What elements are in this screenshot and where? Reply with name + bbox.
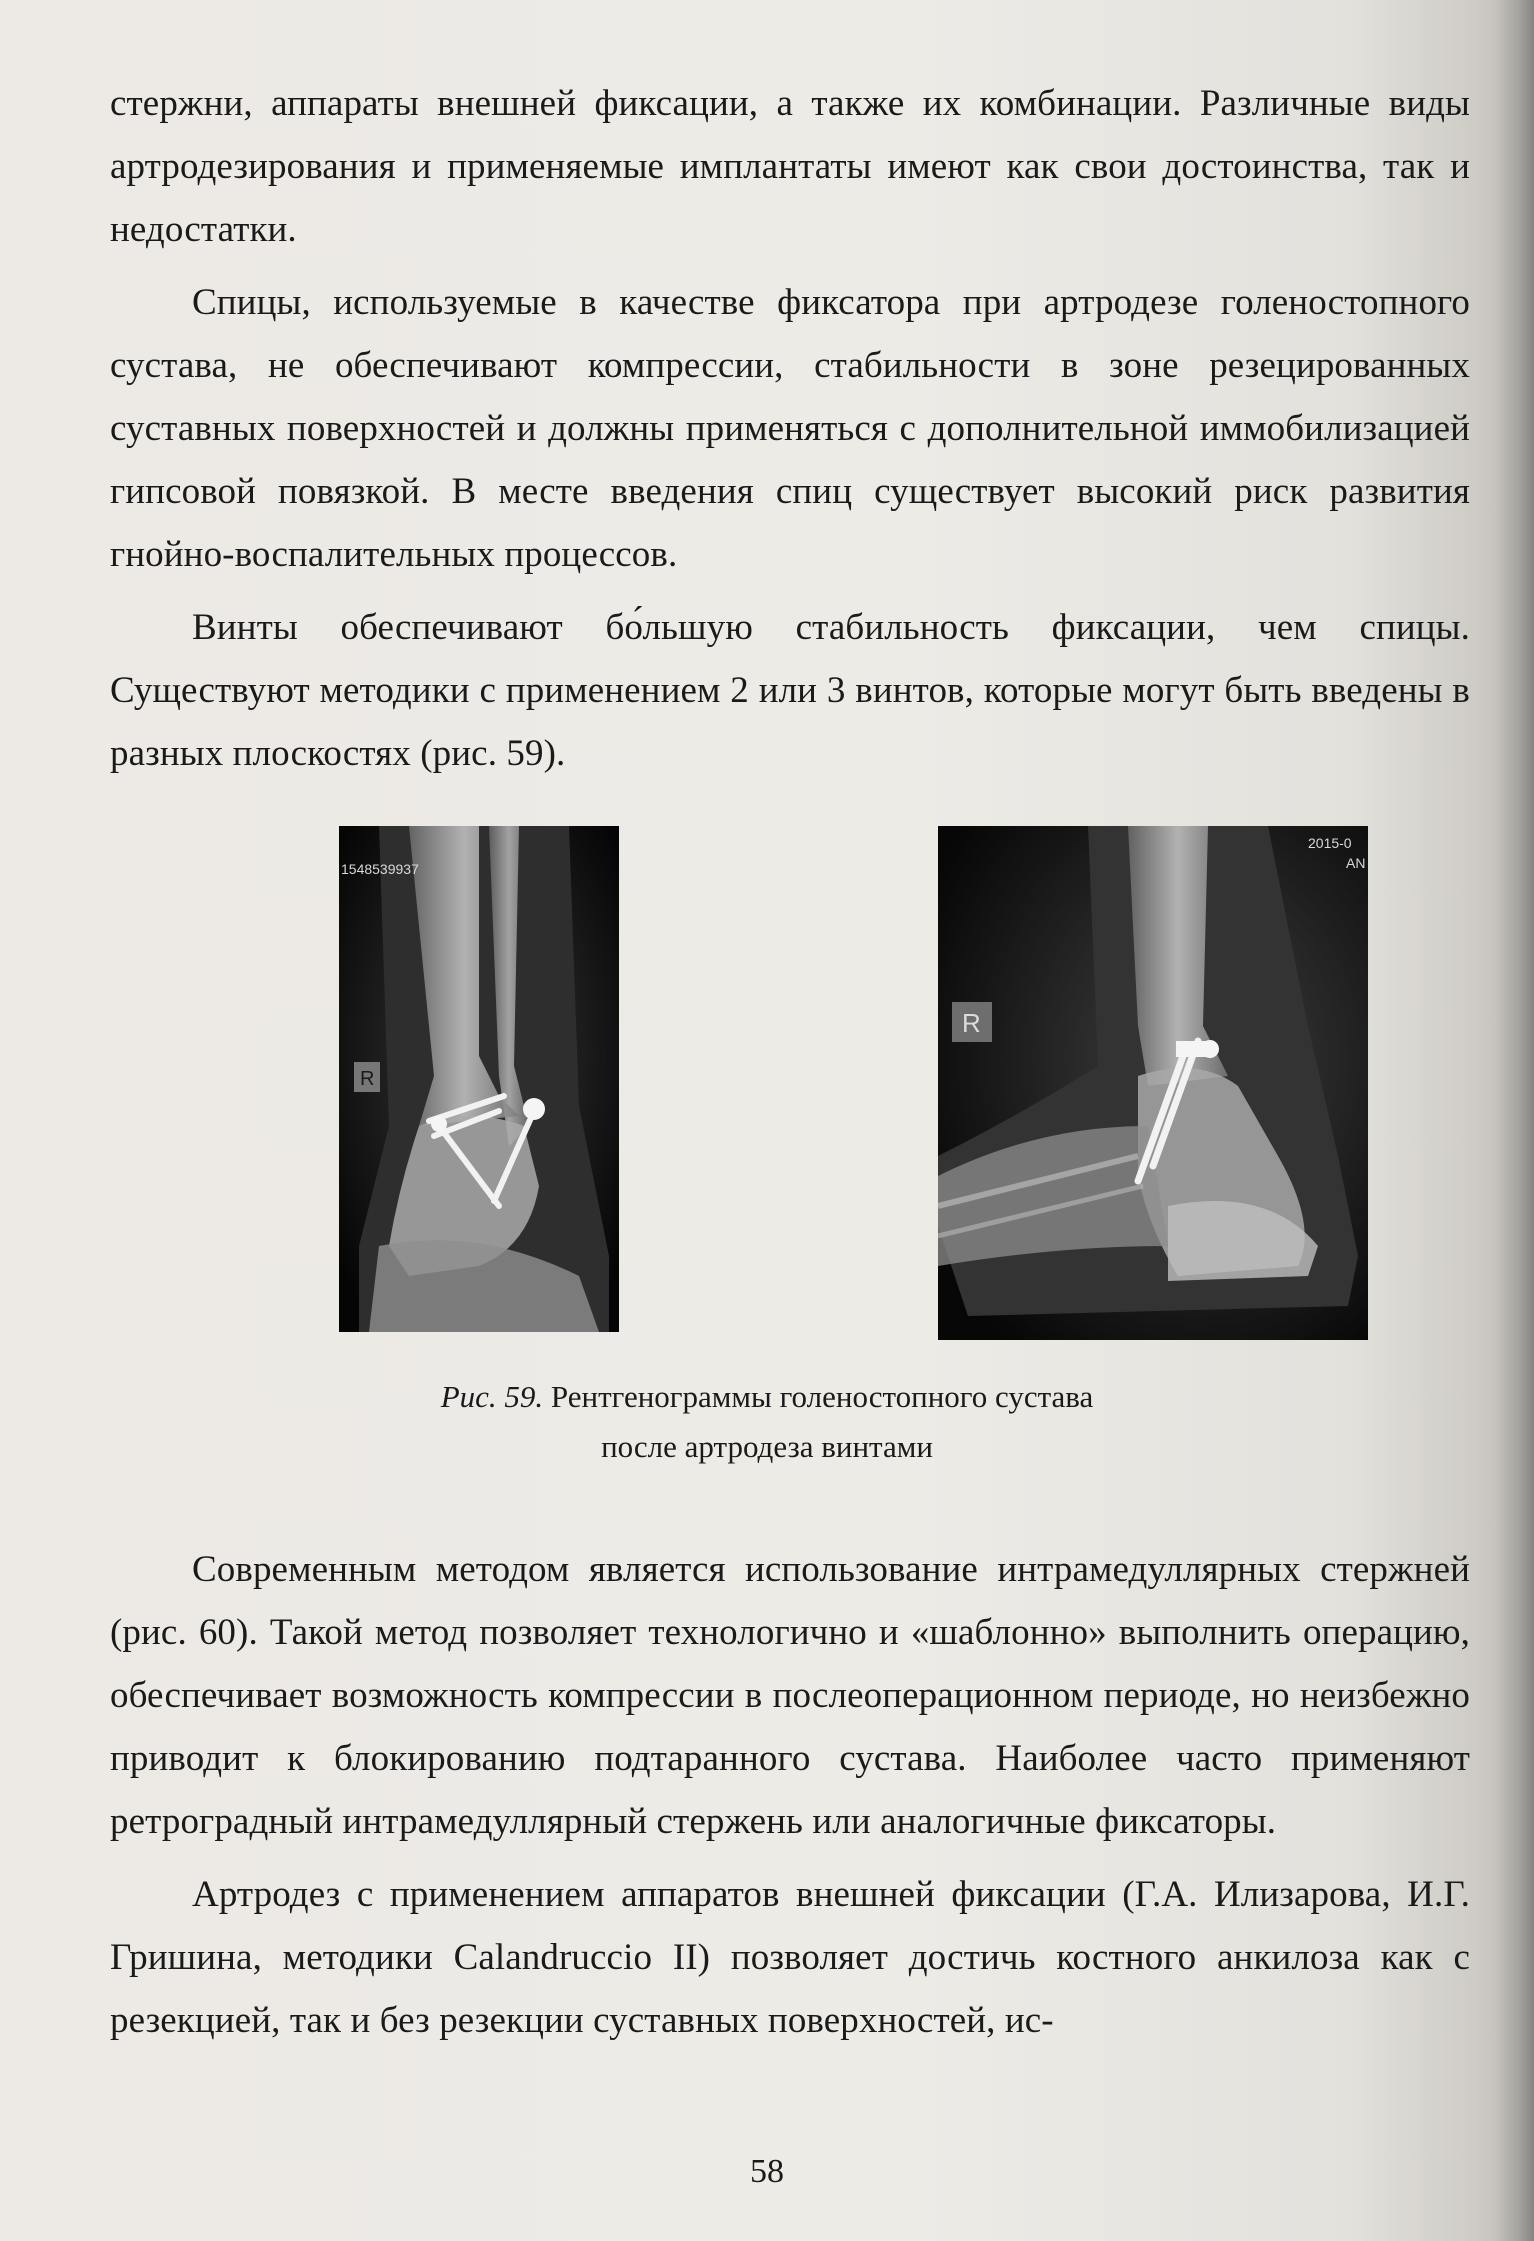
text-block-bottom bbox=[110, 1538, 1470, 2062]
caption-line-2: после артродеза винтами bbox=[601, 1429, 933, 1464]
xray-side-marker-right: R bbox=[962, 1008, 981, 1038]
paragraph-1: стержни, аппараты внешней фиксации, а также их комбинации. Различные виды артродезирования и применяемые имплантаты имеют как свои достоинства, так и недостатки. bbox=[110, 83, 1470, 250]
caption-text-1: Рентгенограммы голеностопного сустава bbox=[550, 1379, 1094, 1414]
xray-lateral-image bbox=[938, 826, 1368, 1340]
caption-line-1 bbox=[0, 1372, 1534, 1422]
xray-id-label: 1548539937 bbox=[341, 861, 419, 877]
xray-date-label: 2015-0 bbox=[1308, 835, 1352, 851]
paragraph-5: Артродез с применением аппаратов внешней фиксации (Г.А. Илизарова, И.Г. Гришина, методики Calandruccio II) позволяет достичь костного анкилоза как с резекцией, так и без резекции суставных поверхностей, ис- bbox=[110, 1874, 1470, 2041]
caption-prefix: Рис. 59. bbox=[440, 1379, 544, 1414]
figure-caption bbox=[0, 1372, 1534, 1472]
paragraph-4: Современным методом является использование интрамедуллярных стержней (рис. 60). Такой метод позволяет технологично и «шаблонно» выполнить операцию, обеспечивает возможность компрессии в послеоперационном периоде, но неизбежно приводит к блокированию подтаранного сустава. Наиболее часто применяют ретроградный интрамедуллярный стержень или аналогичные фиксаторы. bbox=[110, 1549, 1470, 1842]
paragraph-3: Винты обеспечивают бо́льшую стабильность фиксации, чем спицы. Существуют методики с применением 2 или 3 винтов, которые могут быть введены в разных плоскостях (рис. 59). bbox=[110, 607, 1470, 774]
xray-side-marker-left: R bbox=[360, 1068, 375, 1090]
xray-lateral-view bbox=[938, 826, 1368, 1340]
xray-frontal-image bbox=[339, 826, 619, 1332]
xray-frontal-view bbox=[339, 826, 619, 1332]
xray-date-label-2: AN bbox=[1346, 855, 1366, 871]
paragraph-2: Спицы, используемые в качестве фиксатора при артродезе голеностопного сустава, не обеспечивают компрессии, стабильности в зоне резецированных суставных поверхностей и должны применяться с дополнительной иммобилизацией гипсовой повязкой. В месте введения спиц существует высокий риск развития гнойно-воспалительных процессов. bbox=[110, 282, 1470, 575]
text-block-top bbox=[110, 72, 1470, 795]
page-spine-shadow bbox=[1494, 0, 1534, 2241]
page-number: 58 bbox=[750, 2153, 784, 2190]
